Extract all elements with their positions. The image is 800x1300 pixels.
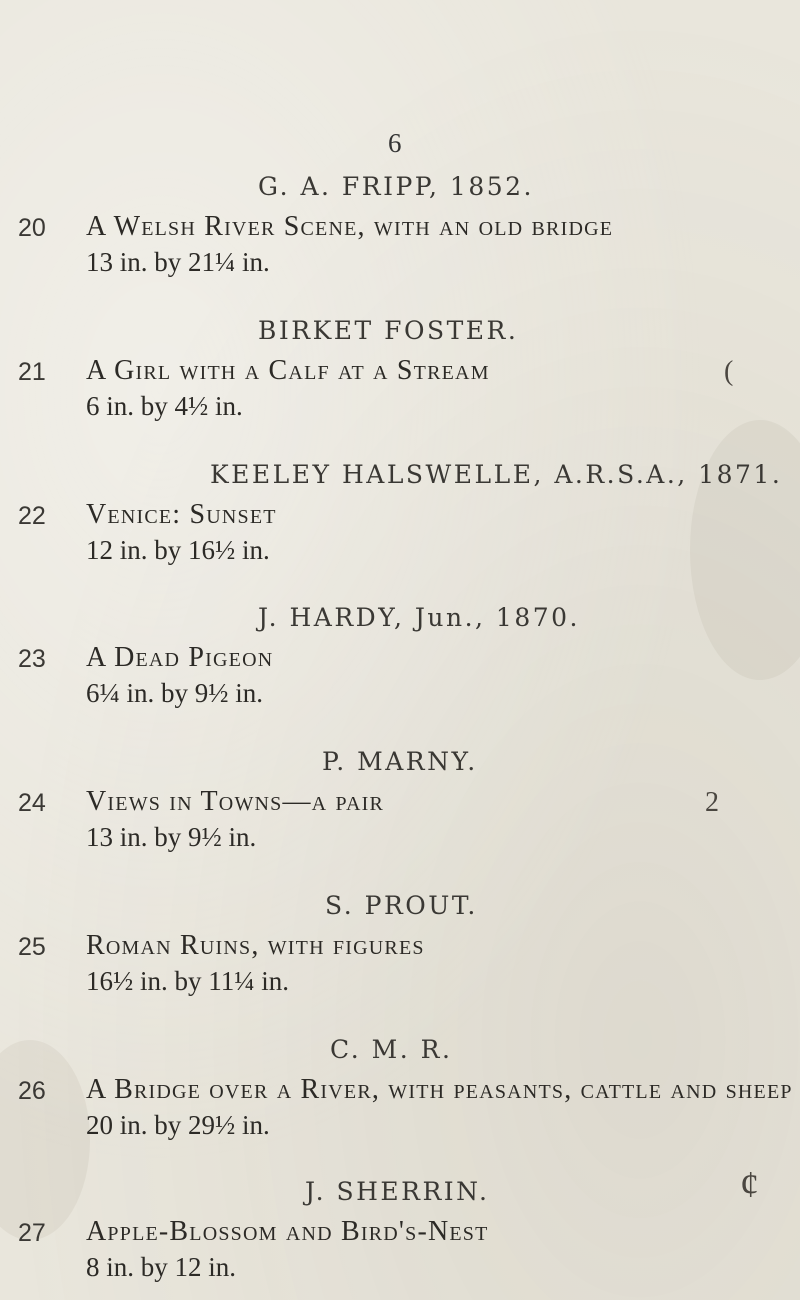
- lot-number: 23: [18, 645, 46, 673]
- artwork-title: Views in Towns—a pair: [86, 786, 385, 817]
- lot-number: 22: [18, 502, 46, 530]
- artwork-dimensions: 6¼ in. by 9½ in.: [86, 678, 264, 708]
- artist-name: S. PROUT.: [325, 891, 478, 920]
- lot-number: 26: [18, 1077, 46, 1105]
- artwork-title: A Dead Pigeon: [86, 642, 274, 673]
- lot-number: 20: [18, 214, 46, 242]
- lot-number: 24: [18, 789, 46, 817]
- artwork-dimensions: 12 in. by 16½ in.: [86, 535, 270, 565]
- artist-name: KEELEY HALSWELLE, A.R.S.A., 1871.: [210, 460, 783, 489]
- artist-name: BIRKET FOSTER.: [258, 316, 519, 345]
- artwork-dimensions: 16½ in. by 11¼ in.: [86, 966, 290, 996]
- handwritten-margin-mark: (: [724, 356, 734, 387]
- artist-name: P. MARNY.: [322, 747, 478, 776]
- artwork-title: Venice: Sunset: [86, 499, 277, 530]
- artwork-title: A Girl with a Calf at a Stream: [86, 355, 490, 386]
- artwork-dimensions: 20 in. by 29½ in.: [86, 1110, 270, 1140]
- lot-number: 21: [18, 358, 46, 386]
- handwritten-margin-mark: ¢: [740, 1164, 759, 1206]
- artist-name: C. M. R.: [330, 1035, 453, 1064]
- artwork-dimensions: 13 in. by 9½ in.: [86, 822, 257, 852]
- lot-number: 27: [18, 1219, 46, 1247]
- artwork-title: A Bridge over a River, with peasants, cattle and sheep: [86, 1074, 793, 1105]
- artist-name: J. SHERRIN.: [305, 1177, 490, 1206]
- artwork-title: Roman Ruins, with figures: [86, 930, 425, 961]
- lot-number: 25: [18, 933, 46, 961]
- artist-name: G. A. FRIPP, 1852.: [258, 172, 535, 201]
- artwork-dimensions: 8 in. by 12 in.: [86, 1252, 237, 1282]
- paper-stain: [0, 1040, 90, 1240]
- artist-name: J. HARDY, Jun., 1870.: [258, 603, 581, 632]
- artwork-title: A Welsh River Scene, with an old bridge: [86, 211, 614, 242]
- artwork-dimensions: 13 in. by 21¼ in.: [86, 247, 270, 277]
- artwork-dimensions: 6 in. by 4½ in.: [86, 391, 243, 421]
- paper-stain: [690, 420, 800, 680]
- page-number: 6: [388, 128, 402, 158]
- artwork-title: Apple-Blossom and Bird's-Nest: [86, 1216, 489, 1247]
- handwritten-margin-mark: 2: [705, 787, 719, 818]
